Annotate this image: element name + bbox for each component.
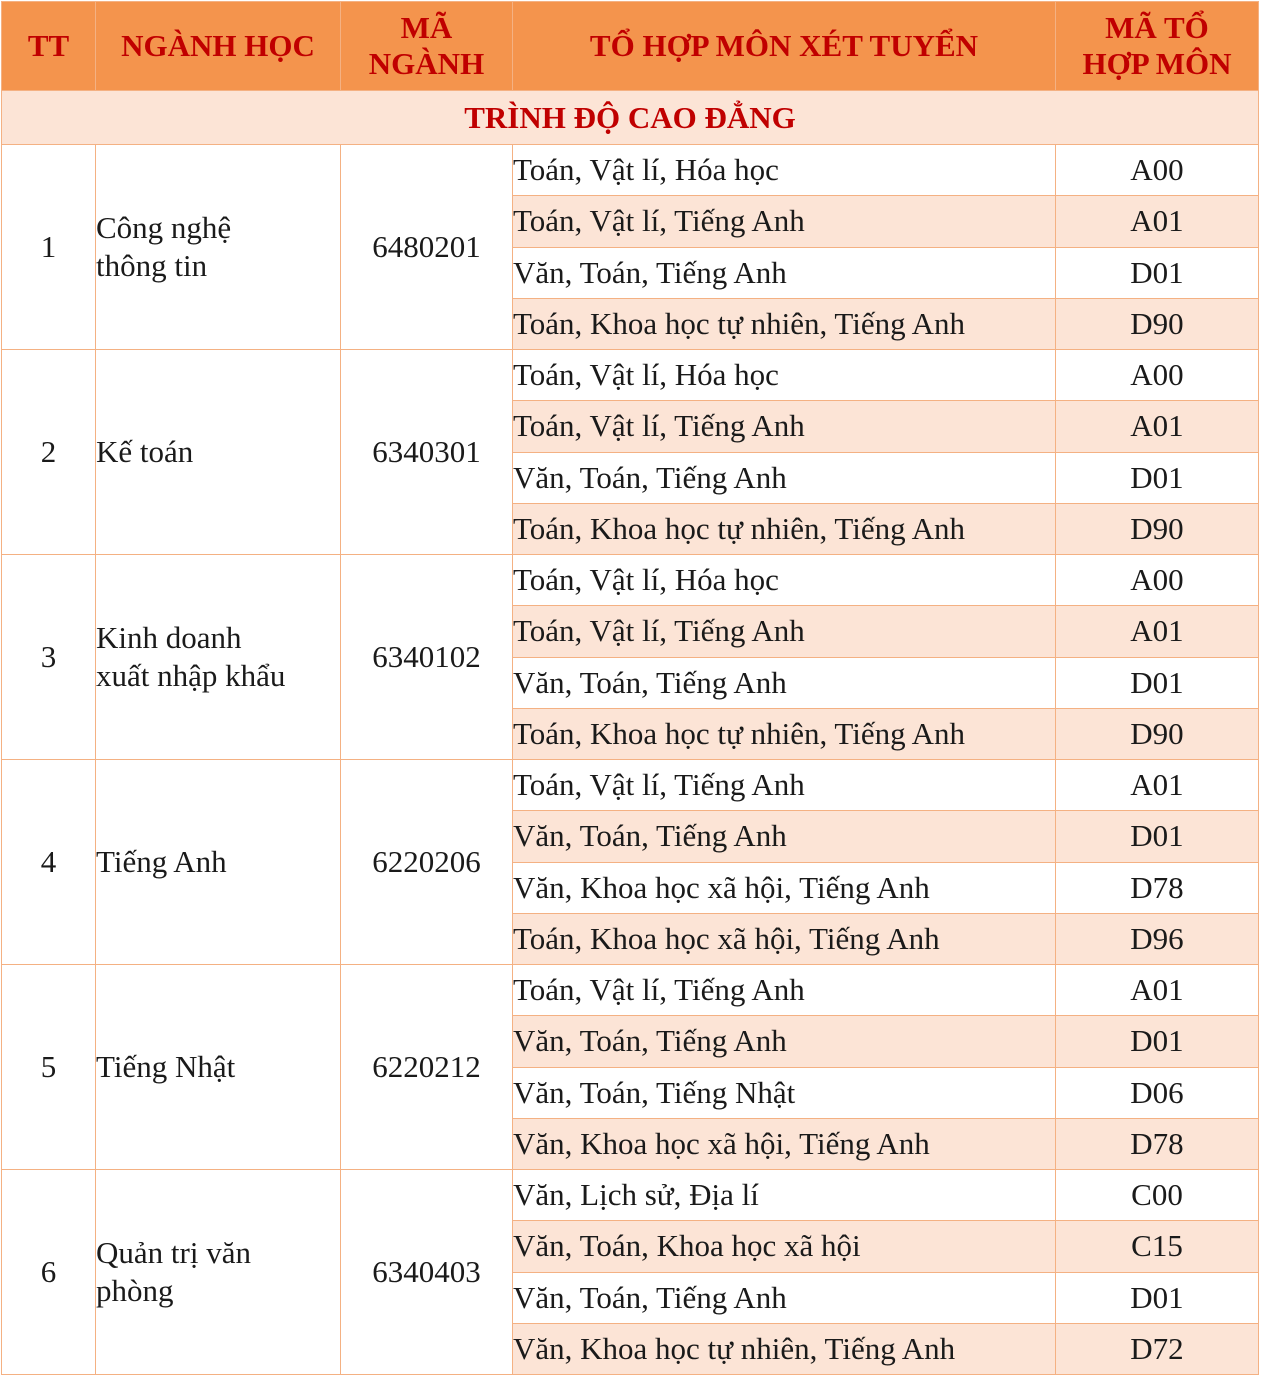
combo-subjects: Toán, Khoa học tự nhiên, Tiếng Anh bbox=[513, 298, 1056, 349]
program-name bbox=[96, 555, 341, 760]
program-number: 4 bbox=[2, 760, 96, 965]
combo-code: C15 bbox=[1056, 1221, 1259, 1272]
combo-subjects: Văn, Toán, Tiếng Anh bbox=[513, 1272, 1056, 1323]
program-number: 1 bbox=[2, 145, 96, 350]
program-code: 6480201 bbox=[341, 145, 513, 350]
combo-subjects: Toán, Vật lí, Hóa học bbox=[513, 555, 1056, 606]
combo-code: D01 bbox=[1056, 657, 1259, 708]
combo-subjects: Văn, Toán, Khoa học xã hội bbox=[513, 1221, 1056, 1272]
program-name-line-1: Tiếng Nhật bbox=[96, 1049, 236, 1084]
table-row bbox=[2, 350, 1259, 401]
program-name-line-1: Quản trị văn bbox=[96, 1235, 251, 1270]
program-code: 6340301 bbox=[341, 350, 513, 555]
combo-code: A01 bbox=[1056, 401, 1259, 452]
combo-code: A01 bbox=[1056, 965, 1259, 1016]
program-code: 6220206 bbox=[341, 760, 513, 965]
table-row bbox=[2, 555, 1259, 606]
combo-code: D78 bbox=[1056, 1118, 1259, 1169]
combo-code: D90 bbox=[1056, 298, 1259, 349]
header-combo-code-line-2: HỢP MÔN bbox=[1082, 46, 1232, 81]
header-tt: TT bbox=[2, 2, 96, 91]
header-major-code bbox=[341, 2, 513, 91]
combo-code: D01 bbox=[1056, 1272, 1259, 1323]
level-row bbox=[2, 91, 1259, 145]
combo-code: D01 bbox=[1056, 247, 1259, 298]
program-name-line-1: Kế toán bbox=[96, 434, 194, 469]
program-name bbox=[96, 1170, 341, 1375]
combo-subjects: Văn, Toán, Tiếng Nhật bbox=[513, 1067, 1056, 1118]
header-major: NGÀNH HỌC bbox=[96, 2, 341, 91]
combo-subjects: Toán, Khoa học tự nhiên, Tiếng Anh bbox=[513, 708, 1056, 759]
combo-code: A01 bbox=[1056, 760, 1259, 811]
combo-subjects: Văn, Toán, Tiếng Anh bbox=[513, 811, 1056, 862]
combo-code: A00 bbox=[1056, 350, 1259, 401]
combo-subjects: Văn, Toán, Tiếng Anh bbox=[513, 247, 1056, 298]
header-combo: TỔ HỢP MÔN XÉT TUYỂN bbox=[513, 2, 1056, 91]
program-number: 6 bbox=[2, 1170, 96, 1375]
program-name-line-1: Tiếng Anh bbox=[96, 844, 227, 879]
combo-subjects: Văn, Khoa học xã hội, Tiếng Anh bbox=[513, 1118, 1056, 1169]
combo-code: A01 bbox=[1056, 196, 1259, 247]
program-name bbox=[96, 350, 341, 555]
combo-code: D90 bbox=[1056, 503, 1259, 554]
combo-subjects: Văn, Lịch sử, Địa lí bbox=[513, 1170, 1056, 1221]
header-row bbox=[2, 2, 1259, 91]
program-code: 6340403 bbox=[341, 1170, 513, 1375]
combo-code: D72 bbox=[1056, 1323, 1259, 1374]
table-row bbox=[2, 145, 1259, 196]
header-major-code-line-1: MÃ bbox=[400, 10, 453, 45]
combo-subjects: Văn, Toán, Tiếng Anh bbox=[513, 1016, 1056, 1067]
admission-table bbox=[1, 1, 1259, 1375]
combo-code: A00 bbox=[1056, 145, 1259, 196]
table-row bbox=[2, 1170, 1259, 1221]
combo-subjects: Toán, Vật lí, Tiếng Anh bbox=[513, 196, 1056, 247]
table-row bbox=[2, 965, 1259, 1016]
combo-subjects: Toán, Khoa học xã hội, Tiếng Anh bbox=[513, 913, 1056, 964]
combo-code: D01 bbox=[1056, 452, 1259, 503]
header-combo-code bbox=[1056, 2, 1259, 91]
table-row bbox=[2, 760, 1259, 811]
combo-code: D01 bbox=[1056, 811, 1259, 862]
program-name bbox=[96, 145, 341, 350]
program-name-line-2: thông tin bbox=[96, 248, 208, 283]
combo-code: D78 bbox=[1056, 862, 1259, 913]
program-name-line-1: Kinh doanh bbox=[96, 620, 242, 655]
combo-subjects: Toán, Vật lí, Tiếng Anh bbox=[513, 401, 1056, 452]
program-name bbox=[96, 760, 341, 965]
combo-subjects: Toán, Vật lí, Hóa học bbox=[513, 350, 1056, 401]
combo-subjects: Toán, Vật lí, Hóa học bbox=[513, 145, 1056, 196]
program-name-line-2: xuất nhập khẩu bbox=[96, 658, 286, 693]
combo-subjects: Toán, Vật lí, Tiếng Anh bbox=[513, 606, 1056, 657]
program-name-line-2: phòng bbox=[96, 1273, 174, 1308]
combo-subjects: Văn, Khoa học xã hội, Tiếng Anh bbox=[513, 862, 1056, 913]
combo-subjects: Văn, Toán, Tiếng Anh bbox=[513, 657, 1056, 708]
combo-code: A00 bbox=[1056, 555, 1259, 606]
combo-subjects: Toán, Vật lí, Tiếng Anh bbox=[513, 965, 1056, 1016]
header-major-code-line-2: NGÀNH bbox=[368, 46, 485, 81]
program-name-line-1: Công nghệ bbox=[96, 210, 232, 245]
combo-code: A01 bbox=[1056, 606, 1259, 657]
level-title: TRÌNH ĐỘ CAO ĐẲNG bbox=[2, 91, 1259, 145]
combo-code: D06 bbox=[1056, 1067, 1259, 1118]
combo-code: D96 bbox=[1056, 913, 1259, 964]
combo-subjects: Văn, Khoa học tự nhiên, Tiếng Anh bbox=[513, 1323, 1056, 1374]
combo-subjects: Toán, Khoa học tự nhiên, Tiếng Anh bbox=[513, 503, 1056, 554]
program-number: 2 bbox=[2, 350, 96, 555]
program-number: 3 bbox=[2, 555, 96, 760]
combo-code: D90 bbox=[1056, 708, 1259, 759]
combo-subjects: Văn, Toán, Tiếng Anh bbox=[513, 452, 1056, 503]
header-combo-code-line-1: MÃ TỔ bbox=[1105, 10, 1209, 45]
program-number: 5 bbox=[2, 965, 96, 1170]
combo-subjects: Toán, Vật lí, Tiếng Anh bbox=[513, 760, 1056, 811]
program-name bbox=[96, 965, 341, 1170]
combo-code: D01 bbox=[1056, 1016, 1259, 1067]
program-code: 6340102 bbox=[341, 555, 513, 760]
combo-code: C00 bbox=[1056, 1170, 1259, 1221]
program-code: 6220212 bbox=[341, 965, 513, 1170]
